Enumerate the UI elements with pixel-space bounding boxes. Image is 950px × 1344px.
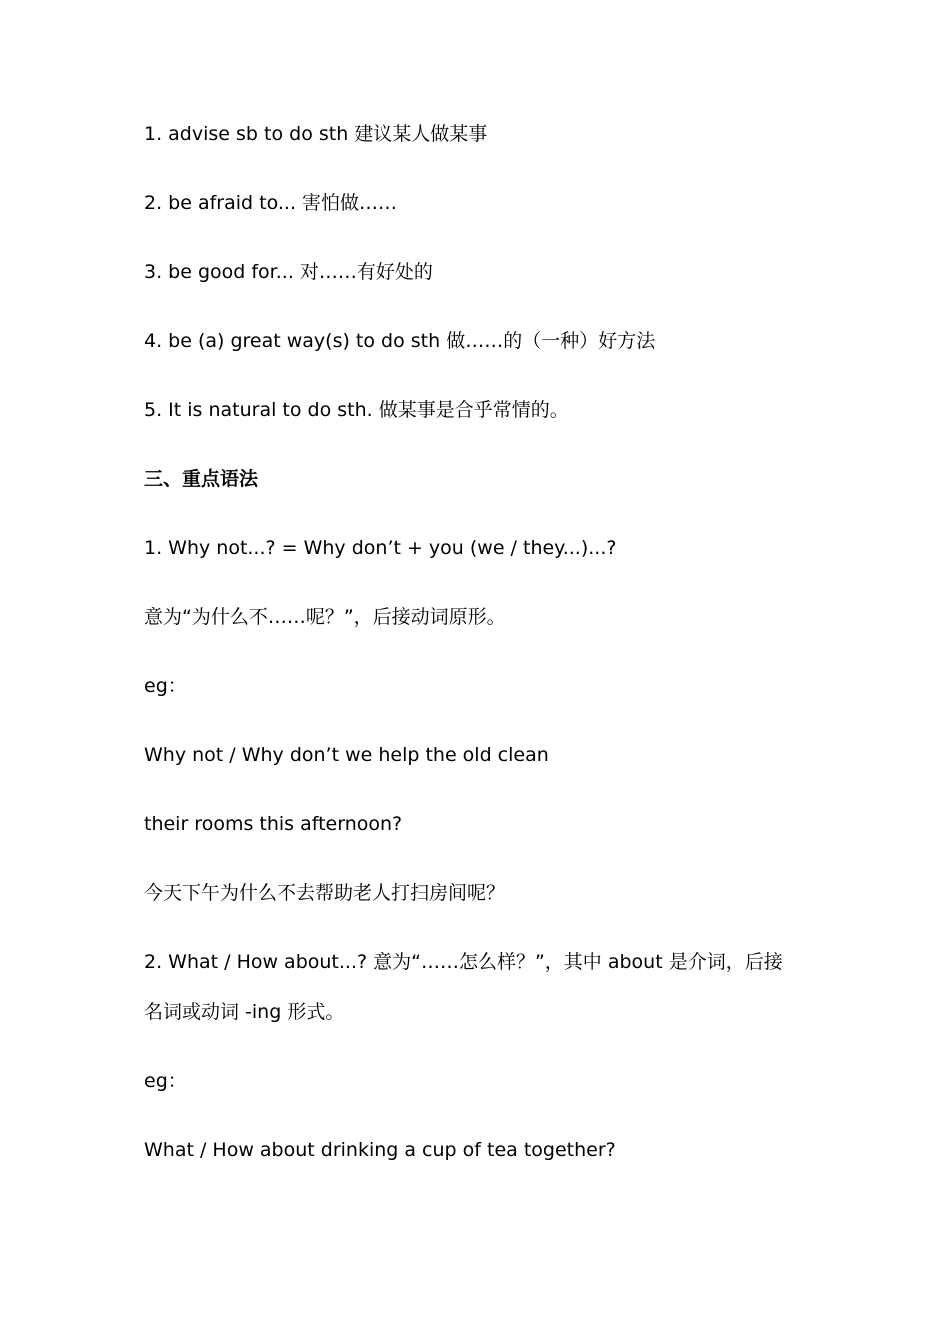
phrase-item-3: 3. be good for... 对……有好处的 xyxy=(144,261,433,283)
example-label-2: eg： xyxy=(144,1070,187,1092)
section-heading: 三、重点语法 xyxy=(144,468,259,490)
phrase-item-2: 2. be afraid to... 害怕做…… xyxy=(144,192,398,214)
phrase-item-4: 4. be (a) great way(s) to do sth 做……的（一种）好方法 xyxy=(144,330,656,352)
grammar-rule-1: 1. Why not...? = Why don’t + you (we / they...)...? xyxy=(144,537,617,559)
grammar-rule-2a: 2. What / How about...? 意为“……怎么样？”，其中 about 是介词，后接 xyxy=(144,951,783,973)
example-label-1: eg： xyxy=(144,675,187,697)
example-sentence-2: What / How about drinking a cup of tea together? xyxy=(144,1139,616,1161)
phrase-item-5: 5. It is natural to do sth. 做某事是合乎常情的。 xyxy=(144,399,569,421)
example-sentence-1b: their rooms this afternoon? xyxy=(144,813,403,835)
example-translation-1: 今天下午为什么不去帮助老人打扫房间呢？ xyxy=(144,882,506,904)
grammar-rule-2b: 名词或动词 -ing 形式。 xyxy=(144,1001,345,1023)
grammar-meaning-1: 意为“为什么不……呢？”，后接动词原形。 xyxy=(144,606,506,628)
phrase-item-1: 1. advise sb to do sth 建议某人做某事 xyxy=(144,123,488,145)
example-sentence-1a: Why not / Why don’t we help the old clean xyxy=(144,744,549,766)
